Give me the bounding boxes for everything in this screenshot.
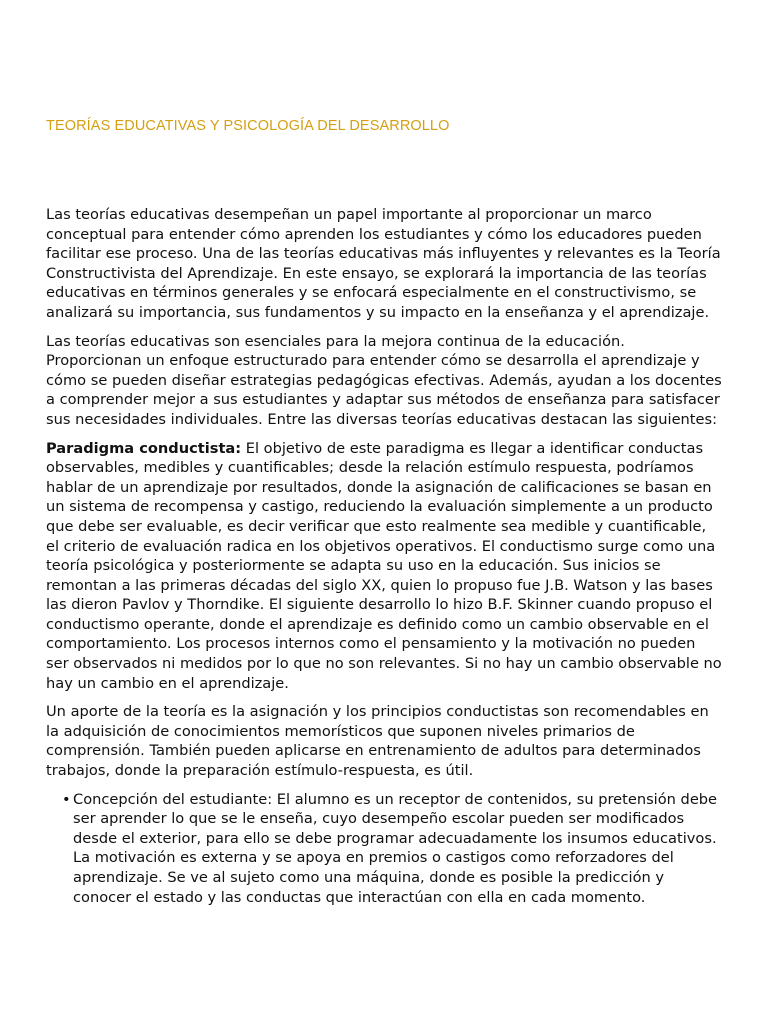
bullet-icon: • xyxy=(62,790,71,808)
document-body xyxy=(46,205,722,907)
theories-paragraph: Las teorías educativas son esenciales para la mejora continua de la educación. Proporcionan un enfoque estructurado para entender cómo se desarrolla el aprendizaje y cómo se pueden diseñar estrategias pedagógicas efectivas. Además, ayudan a los docentes a comprender mejor a sus estudiantes y adaptar sus métodos de enseñanza para satisfacer sus necesidades individuales. Entre las diversas teorías educativas destacan las siguientes: xyxy=(46,332,722,428)
paradigm-paragraph xyxy=(46,439,722,694)
list-item xyxy=(46,790,722,908)
paradigm-text: El objetivo de este paradigma es llegar a identificar conductas observables, medibles y cuantificables; desde la relación estímulo respuesta, podríamos hablar de un aprendizaje por resultados, donde la asignación de calificaciones se basan en un sistema de recompensa y castigo, reduciendo la evaluación simplemente a un producto que debe ser evaluable, es decir verificar que esto realmente sea medible y cuantificable, el criterio de evaluación radica en los objetivos operativos. El conductismo surge como una teoría psicológica y posteriormente se adapta su uso en la educación. Sus inicios se remontan a las primeras décadas del siglo XX, quien lo propuso fue J.B. Watson y las bases las dieron Pavlov y Thorndike. El siguiente desarrollo lo hizo B.F. Skinner cuando propuso el conductismo operante, donde el aprendizaje es definido como un cambio observable en el comportamiento. Los procesos internos como el pensamiento y la motivación no pueden ser observados ni medidos por lo que no son relevantes. Si no hay un cambio observable no hay un cambio en el aprendizaje. xyxy=(46,439,722,692)
intro-paragraph: Las teorías educativas desempeñan un papel importante al proporcionar un marco conceptual para entender cómo aprenden los estudiantes y cómo los educadores pueden facilitar ese proceso. Una de las teorías educativas más influyentes y relevantes es la Teoría Constructivista del Aprendizaje. En este ensayo, se explorará la importancia de las teorías educativas en términos generales y se enfocará especialmente en el constructivismo, se analizará su importancia, sus fundamentos y su impacto en la enseñanza y el aprendizaje. xyxy=(46,206,721,321)
document-title: TEORÍAS EDUCATIVAS Y PSICOLOGÍA DEL DESARROLLO xyxy=(46,118,450,134)
contribution-paragraph: Un aporte de la teoría es la asignación y los principios conductistas son recomendables en la adquisición de conocimientos memorísticos que suponen niveles primarios de comprensión. También pueden aplicarse en entrenamiento de adultos para determinados trabajos, donde la preparación estímulo-respuesta, es útil. xyxy=(46,703,709,780)
bullet-text: Concepción del estudiante: El alumno es un receptor de contenidos, su pretensión debe ser aprender lo que se le enseña, cuyo desempeño escolar pueden ser modificados desde el exterior, para ello se debe programar adecuadamente los insumos educativos. La motivación es externa y se apoya en premios o castigos como reforzadores del aprendizaje. Se ve al sujeto como una máquina, donde es posible la predicción y conocer el estado y las conductas que interactúan con ella en cada momento. xyxy=(73,790,718,906)
bullet-list xyxy=(46,790,722,908)
paradigm-label: Paradigma conductista: xyxy=(46,439,242,457)
